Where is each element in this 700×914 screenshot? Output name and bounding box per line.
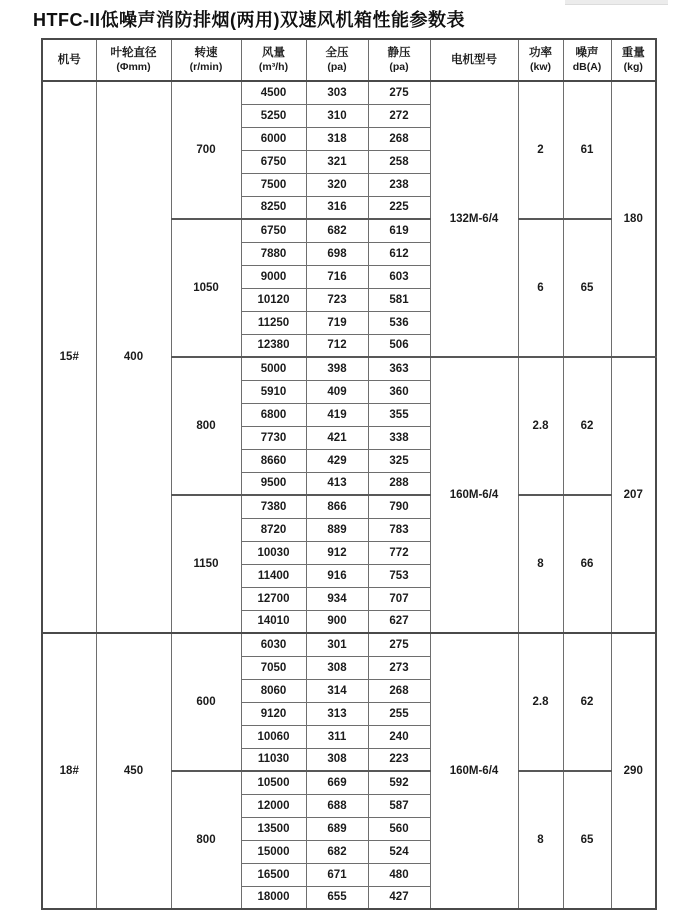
cell-airflow: 7500 [241,173,306,196]
cell-total-pressure: 301 [306,633,368,656]
cell-airflow: 10060 [241,725,306,748]
cell-noise: 66 [563,495,611,633]
cell-static-pressure: 587 [368,794,430,817]
cell-static-pressure: 536 [368,311,430,334]
cell-static-pressure: 592 [368,771,430,794]
cell-static-pressure: 524 [368,840,430,863]
column-title: 电机型号 [451,53,497,66]
cell-airflow: 13500 [241,817,306,840]
cell-total-pressure: 316 [306,196,368,219]
cell-static-pressure: 238 [368,173,430,196]
cell-total-pressure: 311 [306,725,368,748]
cell-static-pressure: 225 [368,196,430,219]
column-unit: (kg) [623,60,643,73]
cell-total-pressure: 889 [306,518,368,541]
cell-static-pressure: 355 [368,403,430,426]
column-unit: dB(A) [572,60,602,73]
cell-airflow: 12000 [241,794,306,817]
column-title: 转速 [194,46,218,59]
cell-machine: 15# [42,81,96,633]
cell-static-pressure: 288 [368,472,430,495]
cell-total-pressure: 900 [306,610,368,633]
cell-total-pressure: 912 [306,541,368,564]
cell-noise: 65 [563,771,611,909]
column-header-airflow [241,39,306,81]
cell-total-pressure: 421 [306,426,368,449]
cell-airflow: 5250 [241,104,306,127]
column-title: 风量 [262,46,285,59]
column-title: 重量 [621,46,645,59]
cell-airflow: 18000 [241,886,306,909]
cell-motor: 160M-6/4 [430,357,518,633]
cell-noise: 62 [563,357,611,495]
cell-static-pressure: 272 [368,104,430,127]
cell-airflow: 7880 [241,242,306,265]
cell-static-pressure: 783 [368,518,430,541]
cell-total-pressure: 689 [306,817,368,840]
cell-airflow: 4500 [241,81,306,104]
cell-total-pressure: 429 [306,449,368,472]
cell-static-pressure: 360 [368,380,430,403]
cell-airflow: 5910 [241,380,306,403]
cell-static-pressure: 560 [368,817,430,840]
cell-static-pressure: 258 [368,150,430,173]
cell-static-pressure: 255 [368,702,430,725]
cell-total-pressure: 682 [306,840,368,863]
column-title: 噪声 [575,46,599,59]
cell-static-pressure: 275 [368,81,430,104]
column-header-weight [611,39,656,81]
cell-static-pressure: 603 [368,265,430,288]
cell-diameter: 400 [96,81,171,633]
cell-total-pressure: 723 [306,288,368,311]
cell-airflow: 6750 [241,219,306,242]
cell-airflow: 8060 [241,679,306,702]
column-unit: (Φmm) [116,60,151,73]
cell-total-pressure: 303 [306,81,368,104]
cell-airflow: 9000 [241,265,306,288]
cell-airflow: 5000 [241,357,306,380]
column-unit: (kw) [530,60,551,73]
cell-weight: 207 [611,357,656,633]
column-unit: (r/min) [189,60,223,73]
cell-total-pressure: 313 [306,702,368,725]
cell-total-pressure: 682 [306,219,368,242]
cell-static-pressure: 772 [368,541,430,564]
cell-speed: 800 [171,357,241,495]
cell-power: 2.8 [518,633,563,771]
cell-airflow: 6030 [241,633,306,656]
cell-static-pressure: 273 [368,656,430,679]
cell-total-pressure: 916 [306,564,368,587]
cell-motor: 160M-6/4 [430,633,518,909]
cell-total-pressure: 655 [306,886,368,909]
cell-airflow: 8660 [241,449,306,472]
fan-spec-table [41,38,657,910]
table-header [42,39,656,81]
cell-static-pressure: 427 [368,886,430,909]
cell-static-pressure: 790 [368,495,430,518]
cell-machine: 18# [42,633,96,909]
table-row [42,633,656,656]
cell-static-pressure: 619 [368,219,430,242]
cell-airflow: 10120 [241,288,306,311]
cell-airflow: 14010 [241,610,306,633]
column-title: 叶轮直径 [110,46,157,59]
cell-total-pressure: 308 [306,656,368,679]
cell-total-pressure: 669 [306,771,368,794]
cell-total-pressure: 413 [306,472,368,495]
cell-total-pressure: 419 [306,403,368,426]
cell-total-pressure: 318 [306,127,368,150]
cell-static-pressure: 506 [368,334,430,357]
cell-airflow: 9120 [241,702,306,725]
table-body [42,81,656,909]
cell-total-pressure: 934 [306,587,368,610]
column-header-power [518,39,563,81]
cell-static-pressure: 363 [368,357,430,380]
cell-total-pressure: 409 [306,380,368,403]
cell-airflow: 10030 [241,541,306,564]
cell-static-pressure: 753 [368,564,430,587]
cell-airflow: 9500 [241,472,306,495]
table-row [42,81,656,104]
cell-airflow: 12700 [241,587,306,610]
cell-airflow: 6750 [241,150,306,173]
cell-airflow: 8720 [241,518,306,541]
cell-speed: 1150 [171,495,241,633]
column-title: 静压 [387,46,411,59]
cell-noise: 61 [563,81,611,219]
cell-total-pressure: 314 [306,679,368,702]
cell-airflow: 6800 [241,403,306,426]
cell-speed: 1050 [171,219,241,357]
cell-weight: 290 [611,633,656,909]
column-unit: (m³/h) [258,60,289,73]
cell-airflow: 11030 [241,748,306,771]
column-header-noise [563,39,611,81]
column-header-diameter [96,39,171,81]
cell-static-pressure: 707 [368,587,430,610]
page-title: HTFC-II低噪声消防排烟(两用)双速风机箱性能参数表 [33,10,465,30]
cell-total-pressure: 716 [306,265,368,288]
cell-noise: 62 [563,633,611,771]
cell-weight: 180 [611,81,656,357]
cell-total-pressure: 719 [306,311,368,334]
cell-power: 2.8 [518,357,563,495]
cell-speed: 700 [171,81,241,219]
column-header-motor [430,39,518,81]
cell-power: 6 [518,219,563,357]
cell-static-pressure: 325 [368,449,430,472]
column-title: 功率 [529,46,552,59]
cell-airflow: 8250 [241,196,306,219]
cell-power: 8 [518,495,563,633]
column-header-speed [171,39,241,81]
cell-total-pressure: 308 [306,748,368,771]
column-unit: (pa) [389,60,409,73]
cell-total-pressure: 398 [306,357,368,380]
cell-noise: 65 [563,219,611,357]
column-header-total-pressure [306,39,368,81]
cell-static-pressure: 268 [368,127,430,150]
header-row [42,39,656,81]
cell-static-pressure: 627 [368,610,430,633]
cell-airflow: 7380 [241,495,306,518]
cell-power: 8 [518,771,563,909]
cell-speed: 800 [171,771,241,909]
cell-airflow: 12380 [241,334,306,357]
cell-total-pressure: 712 [306,334,368,357]
cell-static-pressure: 275 [368,633,430,656]
cell-total-pressure: 688 [306,794,368,817]
cell-airflow: 10500 [241,771,306,794]
cell-diameter: 450 [96,633,171,909]
cell-static-pressure: 581 [368,288,430,311]
column-title: 全压 [325,46,349,59]
column-title: 机号 [57,53,81,66]
cell-airflow: 6000 [241,127,306,150]
cell-total-pressure: 671 [306,863,368,886]
column-header-machine [42,39,96,81]
cell-total-pressure: 866 [306,495,368,518]
cell-static-pressure: 338 [368,426,430,449]
scan-edge-artifact [565,0,668,5]
cell-total-pressure: 320 [306,173,368,196]
cell-static-pressure: 240 [368,725,430,748]
cell-motor: 132M-6/4 [430,81,518,357]
cell-total-pressure: 698 [306,242,368,265]
cell-airflow: 7730 [241,426,306,449]
cell-airflow: 11250 [241,311,306,334]
cell-static-pressure: 223 [368,748,430,771]
cell-static-pressure: 480 [368,863,430,886]
column-unit: (pa) [327,60,347,73]
cell-static-pressure: 268 [368,679,430,702]
cell-airflow: 15000 [241,840,306,863]
cell-airflow: 7050 [241,656,306,679]
cell-airflow: 11400 [241,564,306,587]
cell-total-pressure: 310 [306,104,368,127]
cell-power: 2 [518,81,563,219]
cell-airflow: 16500 [241,863,306,886]
cell-total-pressure: 321 [306,150,368,173]
cell-speed: 600 [171,633,241,771]
column-header-static-pressure [368,39,430,81]
cell-static-pressure: 612 [368,242,430,265]
